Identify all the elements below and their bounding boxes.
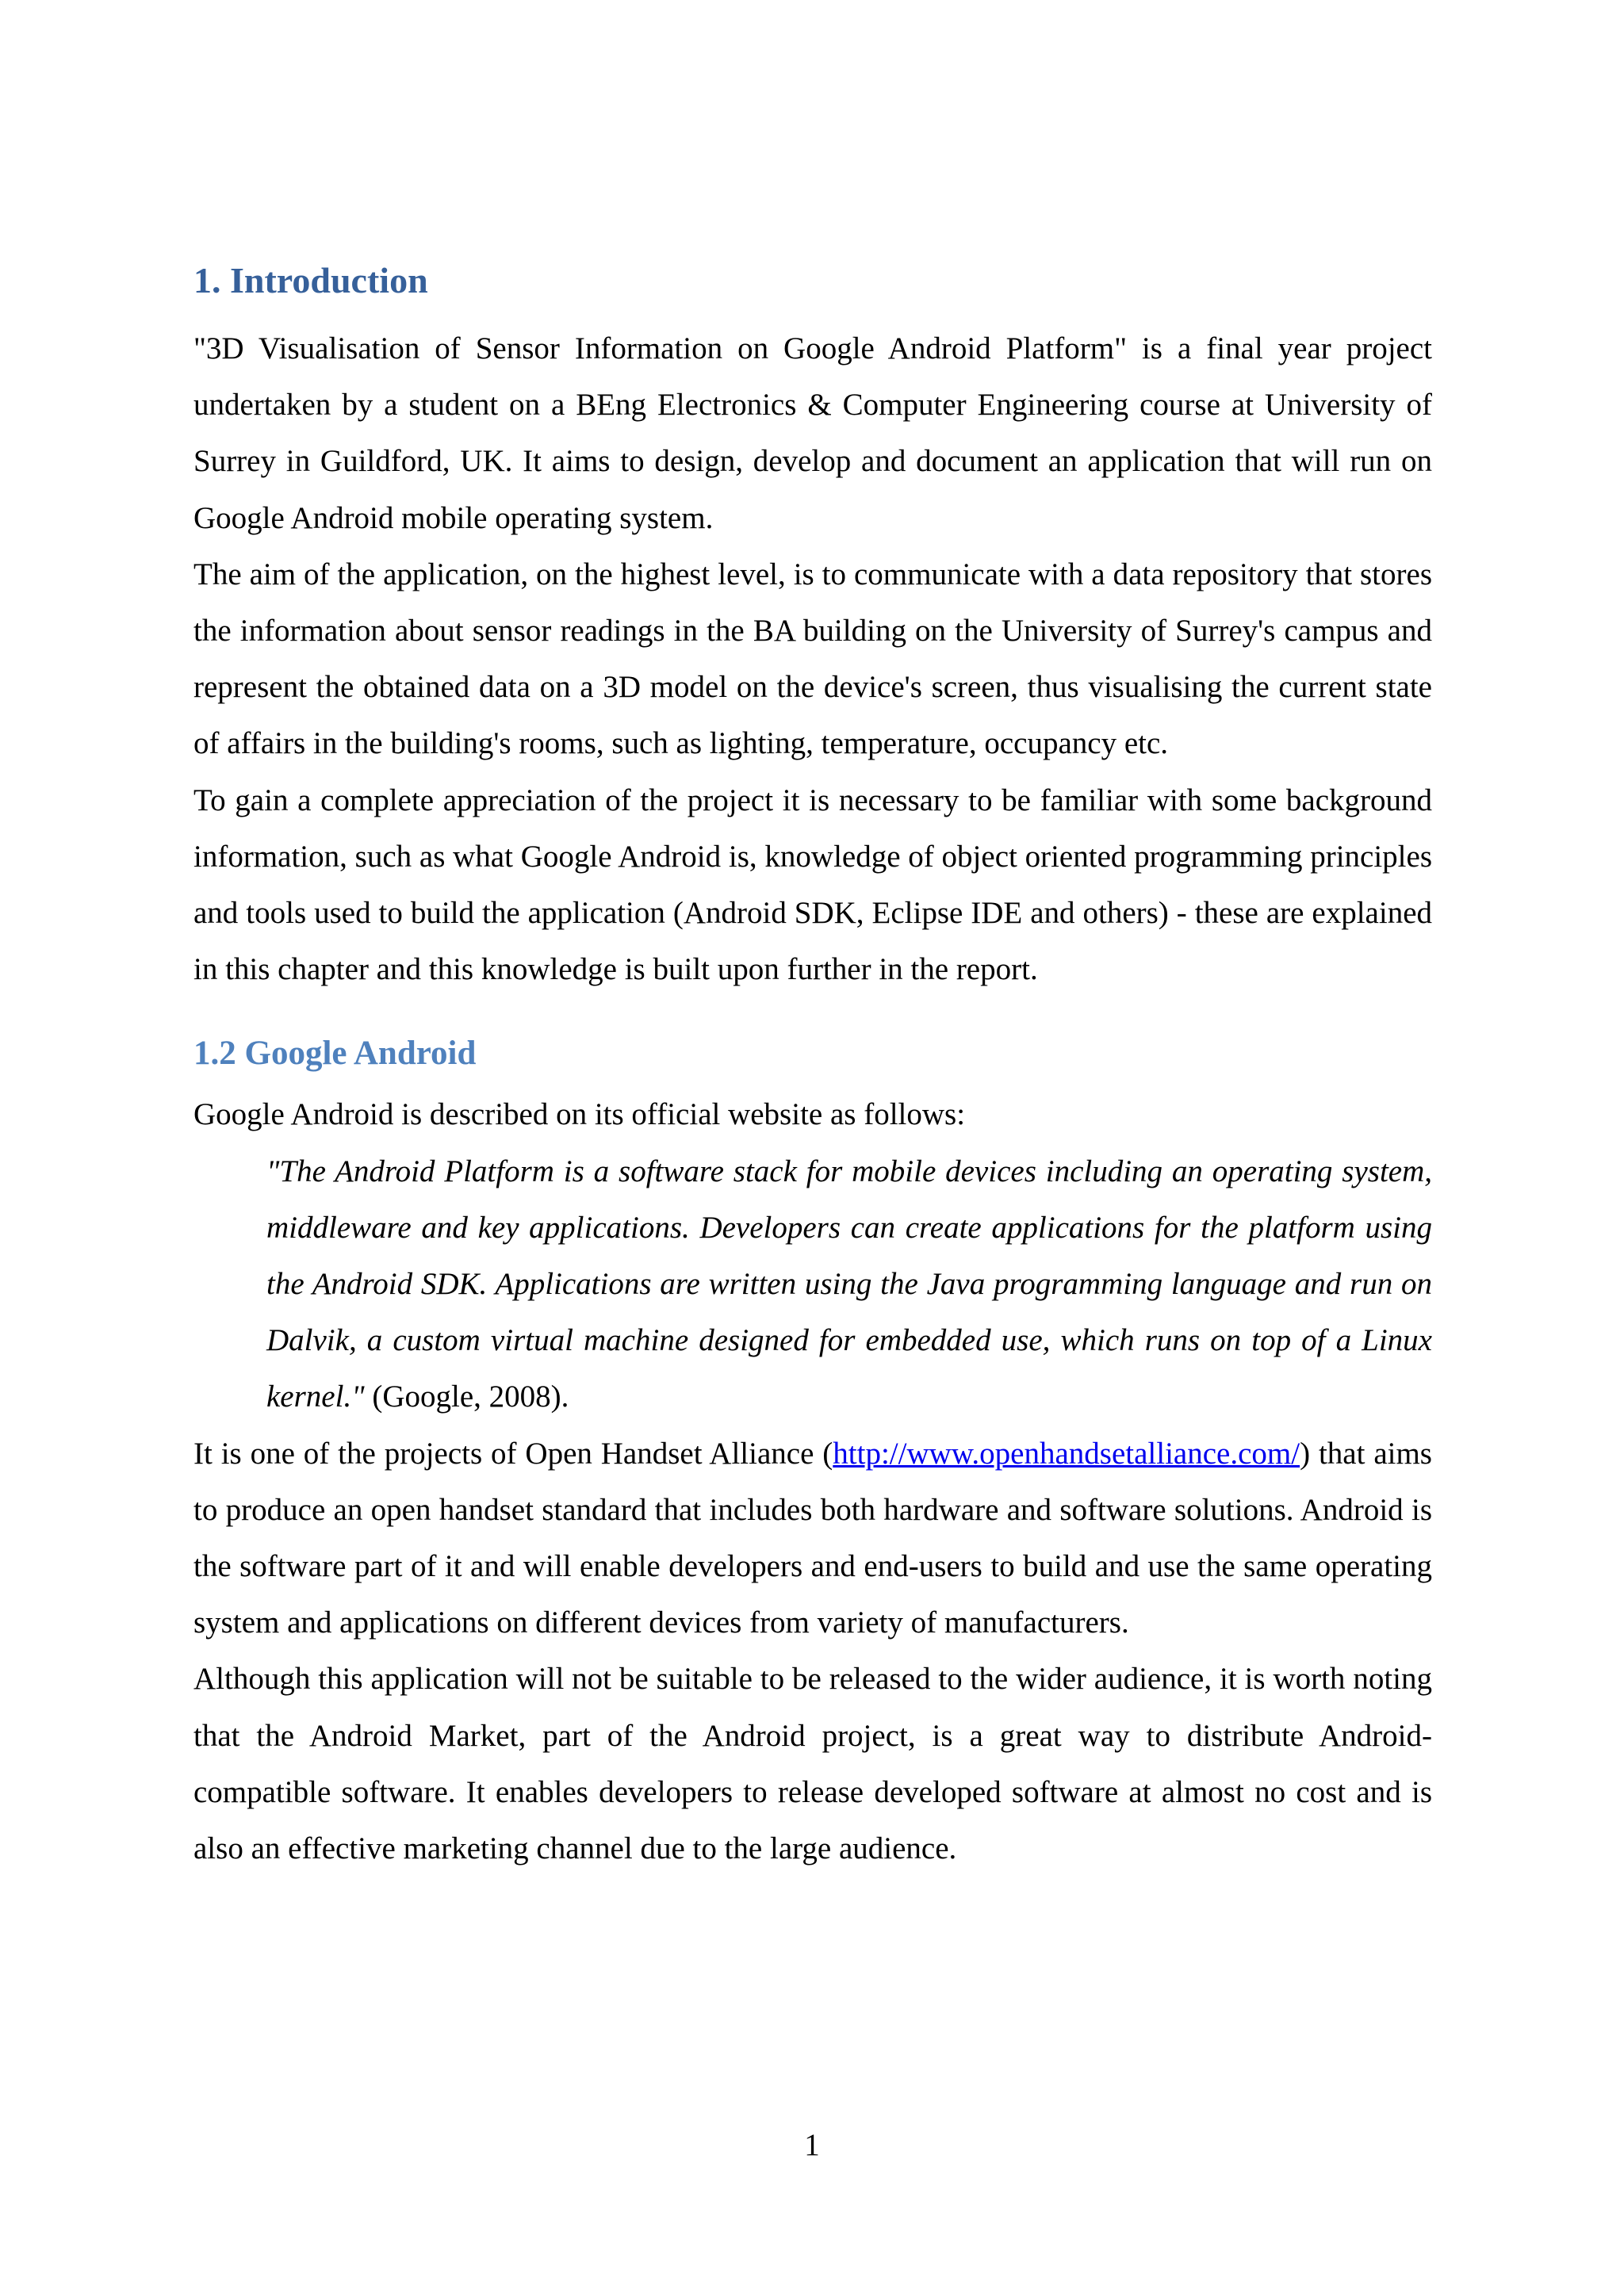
quote-citation: (Google, 2008). (364, 1380, 569, 1414)
subsection-heading-google-android: 1.2 Google Android (193, 1035, 477, 1073)
intro-paragraph-3: To gain a complete appreciation of the project it is necessary to be familiar with some background information, such as what Google Android is, knowledge of object oriented programming principles and tools used to build the application (Android SDK, Eclipse IDE and others) - these are explained in this chapter and this knowledge is built upon further in the report. (193, 783, 1432, 987)
intro-paragraph-1: "3D Visualisation of Sensor Information on Google Android Platform" is a final year project undertaken by a student on a BEng Electronics & Computer Engineering course at University of Surrey in Guildford, UK. It aims to design, develop and document an application that will run on Google Android mobile operating system. (193, 331, 1432, 535)
alliance-text-before: It is one of the projects of Open Handset Alliance ( (193, 1436, 833, 1471)
open-handset-alliance-link[interactable]: http://www.openhandsetalliance.com/ (833, 1436, 1300, 1471)
quote-text: "The Android Platform is a software stack for mobile devices including an operating system, middleware and key applications. Developers can create applications for the platform using the Android SDK. Applications are written using the Java programming language and run on Dalvik, a custom virtual machine designed for embedded use, which runs on top of a Linux kernel." (266, 1154, 1432, 1414)
page-number: 1 (804, 2128, 820, 2162)
page-content (193, 252, 1432, 1877)
android-intro-paragraph: Google Android is described on its official website as follows: (193, 1097, 966, 1132)
intro-paragraph-2: The aim of the application, on the highest level, is to communicate with a data repository that stores the information about sensor readings in the BA building on the University of Surrey's campus and represent the obtained data on a 3D model on the device's screen, thus visualising the current state of affairs in the building's rooms, such as lighting, temperature, occupancy etc. (193, 557, 1432, 761)
alliance-text-after: ) that aims to produce an open handset standard that includes both hardware and software solutions. Android is the software part of it and will enable developers and end-users to build and use the same operating system and applications on different devices from variety of manufacturers. (193, 1436, 1432, 1640)
section-heading-introduction: 1. Introduction (193, 260, 428, 300)
android-definition-quote (266, 1143, 1432, 1425)
open-handset-alliance-paragraph (193, 1425, 1432, 1651)
android-market-paragraph: Although this application will not be suitable to be released to the wider audience, it is worth noting that the Android Market, part of the Android project, is a great way to distribute Android-compatible software. It enables developers to release developed software at almost no cost and is also an effective marketing channel due to the large audience. (193, 1662, 1432, 1866)
